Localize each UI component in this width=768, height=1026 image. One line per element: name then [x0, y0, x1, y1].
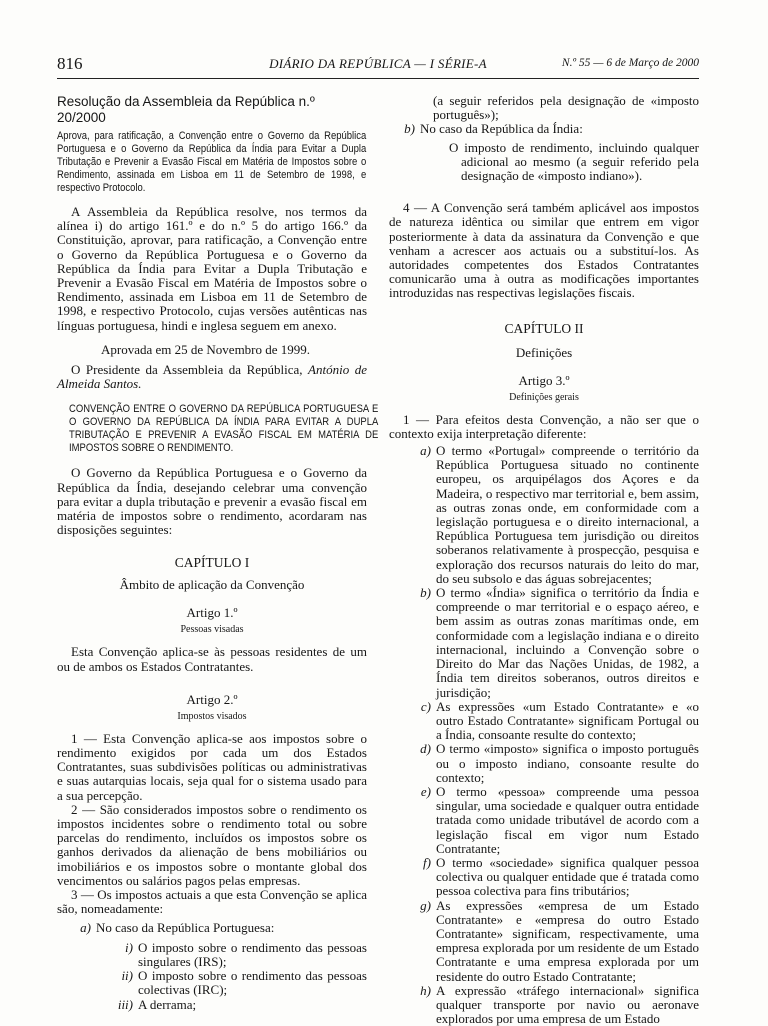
- chapter-2-title: Definições: [515, 344, 573, 360]
- continuation-text: (a seguir referidos pela designação de «imposto português»);: [433, 93, 699, 123]
- item-text: O termo «imposto» significa o imposto português ou o imposto indiano, consoante resulte do contexto;: [436, 741, 699, 785]
- list-item: [57, 969, 367, 997]
- page-number: 816: [57, 54, 83, 73]
- article-3-title: Definições gerais: [509, 391, 579, 403]
- article-2-paragraph-3: 3 — Os impostos actuais a que esta Convenção se aplica são, nomeadamente:: [57, 887, 367, 917]
- list-item: [409, 984, 699, 1026]
- left-column: [57, 94, 379, 1012]
- article-1-text: Esta Convenção aplica-se às pessoas residentes de um ou de ambos os Estados Contratantes.: [57, 644, 367, 674]
- definitions-list: [389, 444, 699, 1026]
- list-item: [409, 785, 699, 856]
- item-label: f): [423, 854, 431, 870]
- list-item: [57, 921, 367, 935]
- chapter-1-title: Âmbito de aplicação da Convenção: [119, 577, 305, 593]
- item-text: O termo «Portugal» compreende o território da República Portuguesa situado no continente europeu, os arquipélagos dos Açores e da Madeira, o respectivo mar territorial e, bem assim, as outras zonas onde, em conformidade com a legislação portuguesa e o direito internacional, a República Portuguesa tem jurisdição ou direitos soberanos relativamente à prospecção, pesquisa e exploração dos recursos naturais do leito do mar, do seu subsolo e das águas sobrejacentes;: [436, 443, 699, 586]
- item-label: iii): [117, 996, 133, 1012]
- item-label: c): [420, 698, 431, 714]
- list-item: [389, 122, 699, 136]
- item-text: O termo «Índia» significa o território da Índia e compreende o mar territorial e o espaço aéreo, e bem assim as outras zonas marítimas onde, em conformidade com a legislação indiana e o direito internacional, incluindo a Convenção sobre o Direito do Mar das Nações Unidas, de 1982, a Índia tem direitos soberanos, outros direitos e jurisdição;: [436, 585, 699, 700]
- item-text: A derrama;: [138, 996, 197, 1012]
- list-item: [57, 998, 367, 1012]
- item-label: h): [420, 982, 431, 998]
- president-name: António de Almeida Santos.: [57, 362, 367, 392]
- item-label: a): [80, 919, 91, 935]
- resolve-paragraph: A Assembleia da República resolve, nos termos da alínea i) do artigo 161.º e do n.º 5 do artigo 166.º da Constituição, aprovar, para ratificação, a Convenção entre o Governo da República Portuguesa e o Governo da República da Índia para Evitar a Dupla Tributação e Prevenir a Evasão Fiscal em Matéria de Impostos sobre o Rendimento, assinada em Lisboa em 11 de Setembro de 1998, e respectivo Protocolo, cujas versões autênticas nas línguas portuguesa, hindi e inglesa seguem em anexo.: [57, 204, 367, 333]
- list-item: [57, 941, 367, 969]
- item-text: A expressão «tráfego internacional» significa qualquer transporte por navio ou aeronave explorados por uma empresa de um Estado: [436, 982, 699, 1026]
- convention-title: CONVENÇÃO ENTRE O GOVERNO DA REPÚBLICA PORTUGUESA E O GOVERNO DA REPÚBLICA DA ÍNDIA PARA EVITAR A DUPLA TRIBUTAÇÃO E PREVENIR A EVASÃO FISCAL EM MATÉRIA DE IMPOSTOS SOBRE O RENDIMENTO.: [69, 403, 379, 455]
- article-1-title: Pessoas visadas: [180, 624, 244, 636]
- approval-date: Aprovada em 25 de Novembro de 1999.: [101, 341, 311, 357]
- list-item: [409, 899, 699, 984]
- item-text: O imposto sobre o rendimento das pessoas colectivas (IRC);: [138, 968, 367, 998]
- item-text: No caso da República da Índia:: [420, 121, 583, 137]
- president-signature: [57, 363, 367, 391]
- item-label: e): [420, 783, 431, 799]
- chapter-1-heading: CAPÍTULO I: [174, 555, 250, 571]
- item-label: b): [420, 585, 431, 601]
- item-text: O termo «pessoa» compreende uma pessoa singular, uma sociedade e qualquer outra entidade tratada como unidade tributável de acordo com a legislação fiscal em vigor num Estado Contratante;: [436, 783, 699, 856]
- article-3-heading: Artigo 3.º: [518, 372, 570, 388]
- article-2-title: Impostos visados: [177, 710, 247, 722]
- article-3-paragraph-1: 1 — Para efeitos desta Convenção, a não ser que o contexto exija interpretação diferente:: [389, 411, 699, 441]
- item-text: O imposto sobre o rendimento das pessoas singulares (IRS);: [138, 939, 367, 969]
- resolution-title: Resolução da Assembleia da República n.º 20/2000: [57, 94, 315, 125]
- list-item: [409, 700, 699, 743]
- journal-title: DIÁRIO DA REPÚBLICA — I SÉRIE-A: [269, 56, 487, 71]
- preamble: O Governo da República Portuguesa e o Governo da República da Índia, desejando celebrar uma convenção para evitar a dupla tributação e prevenir a evasão fiscal em matéria de impostos sobre o rendimento, acordaram nas disposições seguintes:: [57, 465, 367, 538]
- item-label: i): [125, 939, 133, 955]
- article-2-paragraph-2: 2 — São considerados impostos sobre o rendimento os impostos incidentes sobre o rendimento total ou sobre parcelas do rendimento, incluídos os impostos sobre os ganhos derivados da alienação de bens mobiliários ou imobiliários e os impostos sobre o montante global dos vencimentos ou salários pagos pelas empresas.: [57, 801, 367, 888]
- article-2-paragraph-4: 4 — A Convenção será também aplicável aos impostos de natureza idêntica ou similar que entrem em vigor posteriormente à data da assinatura da Convenção e que venham a acrescer aos actuais ou a substituí-los. As autoridades competentes dos Estados Contratantes comunicarão uma à outra as modificações importantes introduzidas nas respectivas legislações fiscais.: [389, 200, 699, 301]
- article-2-paragraph-1: 1 — Esta Convenção aplica-se aos impostos sobre o rendimento exigidos por cada um dos Estados Contratantes, suas subdivisões políticas ou administrativas e suas autarquias locais, seja qual for o sistema usado para a sua percepção.: [57, 730, 367, 803]
- page-header: [57, 54, 699, 79]
- list-item: [409, 856, 699, 899]
- list-item: [409, 444, 699, 586]
- issue-info: N.º 55 — 6 de Março de 2000: [561, 57, 699, 69]
- india-tax-description: O imposto de rendimento, incluindo qualquer adicional ao mesmo (a seguir referido pela designação de «imposto indiano»).: [449, 139, 699, 184]
- item-text: No caso da República Portuguesa:: [96, 919, 275, 935]
- right-column: [389, 94, 699, 1026]
- item-text: As expressões «um Estado Contratante» e «o outro Estado Contratante» significam Portugal ou a Índia, consoante resulte do contexto;: [436, 698, 699, 743]
- item-label: a): [420, 443, 431, 459]
- article-2-heading: Artigo 2.º: [186, 691, 238, 707]
- resolution-summary: Aprova, para ratificação, a Convenção entre o Governo da República Portuguesa e o Governo da República da Índia para Evitar a Dupla Tributação e Prevenir a Evasão Fiscal em Matéria de Impostos sobre o Rendimento, assinada em Lisboa em 11 de Setembro de 1998, e respectivo Protocolo.: [57, 130, 367, 194]
- list-item: [409, 586, 699, 700]
- list-item: [409, 742, 699, 785]
- article-1-heading: Artigo 1.º: [186, 605, 238, 621]
- item-label: ii): [121, 968, 133, 984]
- item-label: b): [404, 121, 415, 137]
- president-prefix: O Presidente da Assembleia da República,: [71, 362, 303, 378]
- item-text: O termo «sociedade» significa qualquer pessoa colectiva ou qualquer entidade que é tratada como pessoa colectiva para fins tributários;: [436, 854, 699, 899]
- item-label: g): [420, 897, 431, 913]
- item-label: d): [420, 741, 431, 757]
- chapter-2-heading: CAPÍTULO II: [504, 320, 584, 336]
- item-text: As expressões «empresa de um Estado Contratante» e «empresa do outro Estado Contratante» significam, respectivamente, uma empresa explorada por um residente de um Estado Contratante e uma empresa explorada por um residente do outro Estado Contratante;: [436, 897, 699, 984]
